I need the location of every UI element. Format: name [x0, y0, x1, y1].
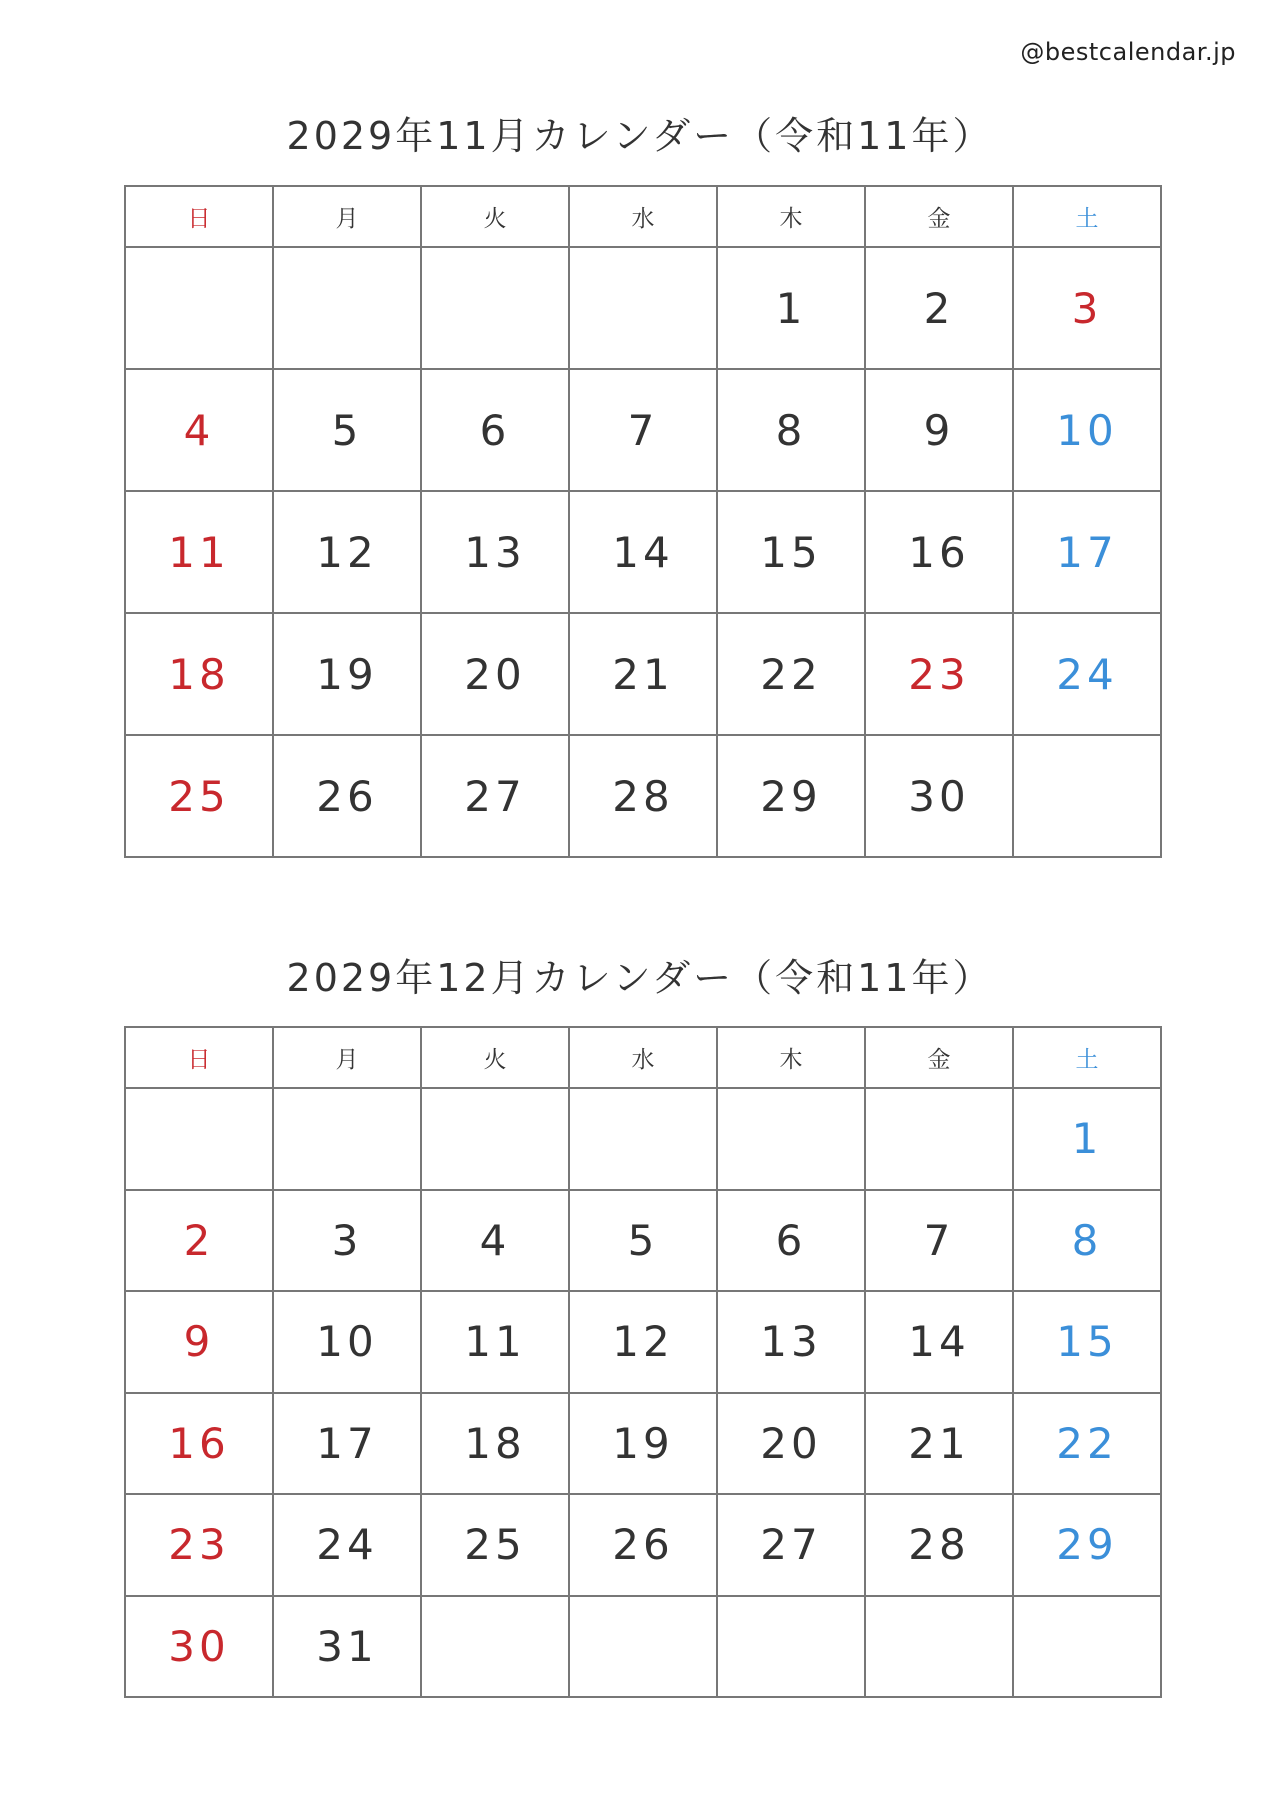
day-cell: 27 — [422, 736, 570, 858]
empty-day-cell — [126, 1089, 274, 1191]
day-cell: 19 — [570, 1394, 718, 1496]
day-cell: 26 — [570, 1495, 718, 1597]
day-cell: 28 — [570, 736, 718, 858]
day-cell: 15 — [718, 492, 866, 614]
empty-day-cell — [866, 1089, 1014, 1191]
day-cell: 17 — [274, 1394, 422, 1496]
calendar-grid-december — [124, 1026, 1162, 1698]
empty-day-cell — [570, 1089, 718, 1191]
day-cell: 8 — [718, 370, 866, 492]
day-cell: 11 — [126, 492, 274, 614]
day-cell: 27 — [718, 1495, 866, 1597]
day-cell: 20 — [718, 1394, 866, 1496]
site-credit: @bestcalendar.jp — [1020, 38, 1236, 66]
day-cell: 6 — [718, 1191, 866, 1293]
day-cell: 22 — [1014, 1394, 1162, 1496]
day-cell: 2 — [126, 1191, 274, 1293]
day-cell: 8 — [1014, 1191, 1162, 1293]
empty-day-cell — [866, 1597, 1014, 1699]
weekday-header: 土 — [1014, 1028, 1162, 1089]
day-cell: 30 — [126, 1597, 274, 1699]
weekday-header: 火 — [422, 187, 570, 248]
weekday-header: 木 — [718, 187, 866, 248]
day-cell: 29 — [1014, 1495, 1162, 1597]
day-cell: 4 — [422, 1191, 570, 1293]
empty-day-cell — [718, 1089, 866, 1191]
day-cell: 25 — [126, 736, 274, 858]
calendar-grid-november — [124, 185, 1162, 858]
day-cell: 5 — [274, 370, 422, 492]
day-cell: 19 — [274, 614, 422, 736]
empty-day-cell — [274, 1089, 422, 1191]
day-cell: 14 — [570, 492, 718, 614]
weekday-header: 月 — [274, 187, 422, 248]
day-cell: 18 — [126, 614, 274, 736]
day-cell: 16 — [126, 1394, 274, 1496]
day-cell: 21 — [866, 1394, 1014, 1496]
empty-day-cell — [126, 248, 274, 370]
day-cell: 4 — [126, 370, 274, 492]
day-cell: 6 — [422, 370, 570, 492]
day-cell: 1 — [1014, 1089, 1162, 1191]
day-cell: 23 — [126, 1495, 274, 1597]
day-cell: 18 — [422, 1394, 570, 1496]
day-cell: 10 — [1014, 370, 1162, 492]
day-cell: 24 — [1014, 614, 1162, 736]
weekday-header: 日 — [126, 187, 274, 248]
day-cell: 15 — [1014, 1292, 1162, 1394]
day-cell: 31 — [274, 1597, 422, 1699]
weekday-header: 土 — [1014, 187, 1162, 248]
day-cell: 29 — [718, 736, 866, 858]
empty-day-cell — [422, 1089, 570, 1191]
empty-day-cell — [1014, 736, 1162, 858]
day-cell: 13 — [718, 1292, 866, 1394]
day-cell: 12 — [570, 1292, 718, 1394]
empty-day-cell — [718, 1597, 866, 1699]
day-cell: 30 — [866, 736, 1014, 858]
day-cell: 1 — [718, 248, 866, 370]
day-cell: 20 — [422, 614, 570, 736]
weekday-header: 日 — [126, 1028, 274, 1089]
day-cell: 10 — [274, 1292, 422, 1394]
day-cell: 5 — [570, 1191, 718, 1293]
day-cell: 17 — [1014, 492, 1162, 614]
day-cell: 16 — [866, 492, 1014, 614]
day-cell: 25 — [422, 1495, 570, 1597]
day-cell: 24 — [274, 1495, 422, 1597]
empty-day-cell — [422, 248, 570, 370]
day-cell: 9 — [126, 1292, 274, 1394]
weekday-header: 火 — [422, 1028, 570, 1089]
weekday-header: 金 — [866, 1028, 1014, 1089]
calendar-title-november: 2029年11月カレンダー（令和11年） — [286, 114, 994, 158]
day-cell: 11 — [422, 1292, 570, 1394]
day-cell: 3 — [274, 1191, 422, 1293]
empty-day-cell — [1014, 1597, 1162, 1699]
weekday-header: 月 — [274, 1028, 422, 1089]
day-cell: 14 — [866, 1292, 1014, 1394]
empty-day-cell — [570, 1597, 718, 1699]
day-cell: 13 — [422, 492, 570, 614]
day-cell: 21 — [570, 614, 718, 736]
empty-day-cell — [570, 248, 718, 370]
day-cell: 7 — [866, 1191, 1014, 1293]
day-cell: 7 — [570, 370, 718, 492]
weekday-header: 水 — [570, 1028, 718, 1089]
day-cell: 22 — [718, 614, 866, 736]
weekday-header: 木 — [718, 1028, 866, 1089]
weekday-header: 金 — [866, 187, 1014, 248]
day-cell: 9 — [866, 370, 1014, 492]
empty-day-cell — [422, 1597, 570, 1699]
day-cell: 12 — [274, 492, 422, 614]
day-cell: 3 — [1014, 248, 1162, 370]
weekday-header: 水 — [570, 187, 718, 248]
empty-day-cell — [274, 248, 422, 370]
day-cell: 28 — [866, 1495, 1014, 1597]
day-cell: 23 — [866, 614, 1014, 736]
calendar-title-december: 2029年12月カレンダー（令和11年） — [286, 956, 994, 1000]
day-cell: 2 — [866, 248, 1014, 370]
day-cell: 26 — [274, 736, 422, 858]
